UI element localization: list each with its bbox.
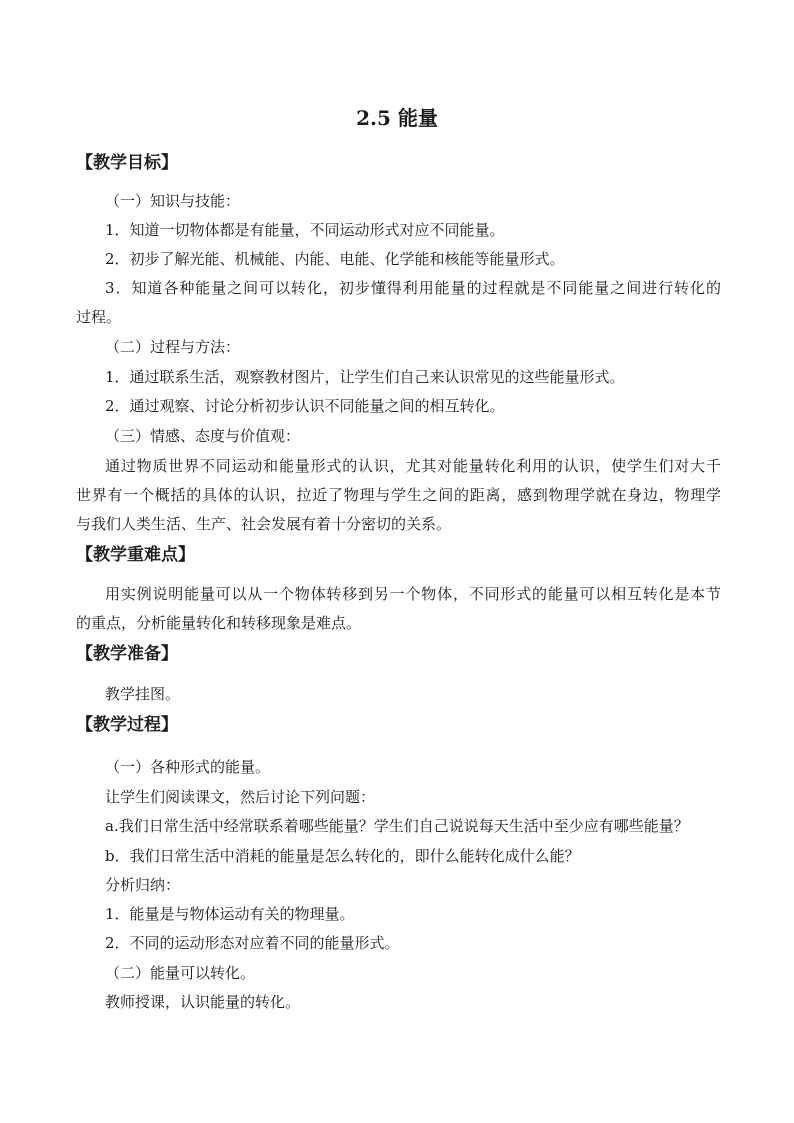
- text-line: 用实例说明能量可以从一个物体转移到另一个物体，不同形式的能量可以相互转化是本节: [105, 585, 721, 603]
- text-line: 3．知道各种能量之间可以转化，初步懂得利用能量的过程就是不同能量之间进行转化的: [105, 279, 721, 297]
- text-line: 2．初步了解光能、机械能、内能、电能、化学能和核能等能量形式。: [105, 250, 565, 268]
- text-line: 教师授课，认识能量的转化。: [105, 993, 301, 1011]
- text-line: b．我们日常生活中消耗的能量是怎么转化的，即什么能转化成什么能？: [105, 847, 580, 865]
- text-line: 让学生们阅读课文，然后讨论下列问题：: [105, 788, 376, 806]
- text-line: 1．能量是与物体运动有关的物理量。: [105, 905, 355, 923]
- text-line: 2．不同的运动形态对应着不同的能量形式。: [105, 934, 400, 952]
- text-line: 分析归纳：: [105, 876, 181, 894]
- text-line: 1．通过联系生活，观察教材图片，让学生们自己来认识常见的这些能量形式。: [105, 368, 625, 386]
- text-line: 过程。: [76, 308, 122, 326]
- text-line: 世界有一个概括的具体的认识，拉近了物理与学生之间的距离，感到物理学就在身边，物理学: [76, 486, 721, 504]
- text-line: 与我们人类生活、生产、社会发展有着十分密切的关系。: [76, 515, 452, 533]
- text-line: 2．通过观察、讨论分析初步认识不同能量之间的相互转化。: [105, 397, 505, 415]
- heading-key-difficult-points: 【教学重难点】: [76, 545, 195, 565]
- text-line: 教学挂图。: [105, 685, 181, 703]
- document-title: 2.5 能量: [356, 106, 438, 130]
- subheading-emotion-attitude-values: （三）情感、态度与价值观：: [105, 427, 301, 445]
- text-line: 通过物质世界不同运动和能量形式的认识，尤其对能量转化利用的认识，使学生们对大千: [105, 457, 721, 475]
- text-line: 的重点，分析能量转化和转移现象是难点。: [76, 614, 362, 632]
- text-line: 1．知道一切物体都是有能量，不同运动形式对应不同能量。: [105, 221, 505, 239]
- subheading-forms-of-energy: （一）各种形式的能量。: [105, 758, 271, 776]
- text-line: a.我们日常生活中经常联系着哪些能量？学生们自己说说每天生活中至少应有哪些能量？: [105, 817, 689, 835]
- subheading-energy-conversion: （二）能量可以转化。: [105, 964, 256, 982]
- heading-teaching-objectives: 【教学目标】: [76, 153, 178, 173]
- heading-teaching-preparation: 【教学准备】: [76, 644, 178, 664]
- heading-teaching-process: 【教学过程】: [76, 715, 178, 735]
- subheading-knowledge-skills: （一）知识与技能：: [105, 192, 241, 210]
- subheading-process-methods: （二）过程与方法：: [105, 338, 241, 356]
